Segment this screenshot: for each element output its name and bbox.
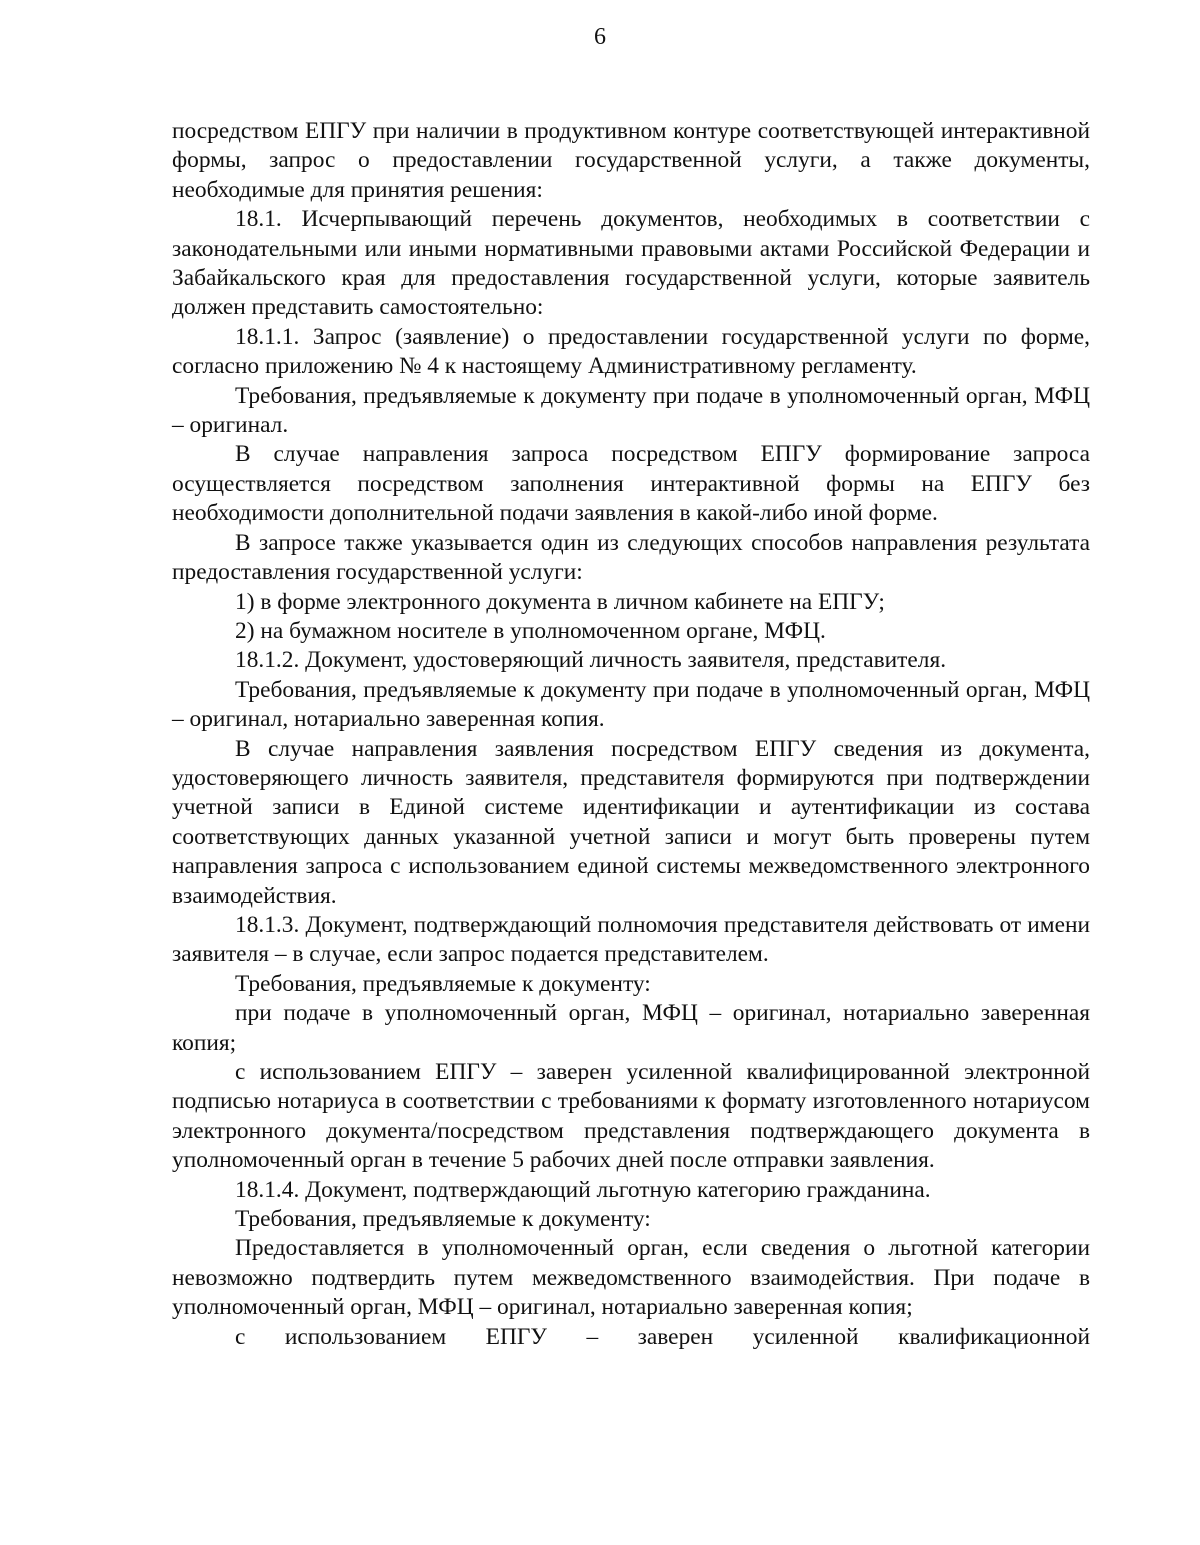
paragraph: Требования, предъявляемые к документу при подаче в уполномоченный орган, МФЦ – оригинал. [172,382,1090,439]
paragraph: В запросе также указывается один из следующих способов направления результата предоставления государственной услуги: [172,529,1090,586]
paragraph: при подаче в уполномоченный орган, МФЦ – оригинал, нотариально заверенная копия; [172,1000,1090,1056]
document-body [172,117,1090,1352]
paragraph: Требования, предъявляемые к документу при подаче в уполномоченный орган, МФЦ – оригинал, нотариально заверенная копия. [172,676,1090,733]
paragraph: Требования, предъявляемые к документу: [235,970,651,997]
paragraph: Предоставляется в уполномоченный орган, если сведения о льготной категории невозможно подтвердить путем межведомственного взаимодействия. При подаче в уполномоченный орган, МФЦ – оригинал, нотариально заверенная копия; [172,1235,1090,1321]
paragraph: В случае направления заявления посредством ЕПГУ сведения из документа, удостоверяющего личность заявителя, представителя формируются при подтверждении учетной записи в Единой системе идентификации и аутентификации из состава соответствующих данных указанной учетной записи и могут быть проверены путем направления запроса с использованием единой системы межведомственного электронного взаимодействия. [172,735,1090,909]
paragraph: 18.1.3. Документ, подтверждающий полномочия представителя действовать от имени заявителя – в случае, если запрос подается представителем. [172,911,1090,968]
paragraph: В случае направления запроса посредством ЕПГУ формирование запроса осуществляется посредством заполнения интерактивной формы на ЕПГУ без необходимости дополнительной подачи заявления в какой-либо иной форме. [172,441,1090,527]
page-number: 6 [594,24,606,50]
paragraph: 18.1.1. Запрос (заявление) о предоставлении государственной услуги по форме, согласно приложению № 4 к настоящему Административному регламенту. [172,323,1090,380]
paragraph: Требования, предъявляемые к документу: [235,1206,651,1233]
paragraph: 1) в форме электронного документа в личном кабинете на ЕПГУ; [235,588,885,615]
paragraph: 18.1.2. Документ, удостоверяющий личность заявителя, представителя. [235,647,947,674]
paragraph: 18.1.4. Документ, подтверждающий льготную категорию гражданина. [235,1176,931,1203]
paragraph: посредством ЕПГУ при наличии в продуктивном контуре соответствующей интерактивной формы, запрос о предоставлении государственной услуги, а также документы, необходимые для принятия решения: [172,118,1090,203]
paragraph: с использованием ЕПГУ – заверен усиленной квалификационной [235,1323,1090,1350]
paragraph: с использованием ЕПГУ – заверен усиленной квалифицированной электронной подписью нотариуса в соответствии с требованиями к формату изготовленного нотариусом электронного документа/посредством представления подтверждающего документа в уполномоченный орган в течение 5 рабочих дней после отправки заявления. [172,1059,1090,1174]
paragraph: 18.1. Исчерпывающий перечень документов, необходимых в соответствии с законодательными или иными нормативными правовыми актами Российской Федерации и Забайкальского края для предоставления государственной услуги, которые заявитель должен представить самостоятельно: [172,206,1090,321]
paragraph: 2) на бумажном носителе в уполномоченном органе, МФЦ. [235,617,826,644]
